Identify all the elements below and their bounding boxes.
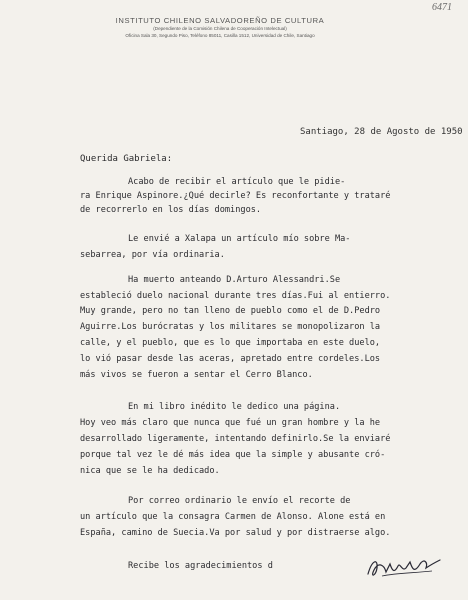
body-line: Ha muerto anteando D.Arturo Alessandri.Se — [128, 275, 341, 285]
letterhead-address: Oficina Sala 30, Segundo Piso, Teléfono 85011, Casilla 1512, Universidad de Chile, Santiago — [125, 33, 315, 38]
archive-number: 6471 — [432, 2, 452, 13]
body-line: desarrollado ligeramente, intentando definirlo.Se la enviaré — [80, 434, 391, 444]
body-line: España, camino de Suecia.Va por salud y por distraerse algo. — [80, 528, 391, 538]
body-line: un artículo que la consagra Carmen de Alonso. Alone está en — [80, 512, 386, 522]
letterhead-title: INSTITUTO CHILENO SALVADOREÑO DE CULTURA — [115, 16, 325, 25]
letter-date: Santiago, 28 de Agosto de 1950 — [300, 127, 463, 137]
closing-line: Recibe los agradecimientos d — [128, 561, 273, 571]
salutation: Querida Gabriela: — [80, 154, 173, 164]
letterhead-subtitle: (Dependiente de la Comisión Chilena de Cooperación Intelectual) — [153, 26, 287, 31]
body-line: Le envié a Xalapa un artículo mío sobre Ma- — [128, 234, 351, 244]
body-line: más vivos se fueron a sentar el Cerro Blanco. — [80, 370, 313, 380]
body-line: porque tal vez le dé más idea que la simple y abusante cró- — [80, 450, 386, 460]
body-line: Muy grande, pero no tan lleno de pueblo como el de D.Pedro — [80, 306, 381, 316]
body-line: estableció duelo nacional durante tres días.Fui al entierro. — [80, 291, 391, 301]
body-line: ra Enrique Aspinore.¿Qué decirle? Es reconfortante y trataré — [80, 191, 391, 201]
body-line: nica que se le ha dedicado. — [80, 466, 220, 476]
body-line: Por correo ordinario le envío el recorte de — [128, 496, 351, 506]
body-line: En mi libro inédito le dedico una página. — [128, 402, 341, 412]
body-line: Hoy veo más claro que nunca que fué un gran hombre y la he — [80, 418, 381, 428]
body-line: calle, y el pueblo, que es lo que importaba en este duelo, — [80, 338, 381, 348]
body-line: de recorrerlo en los días domingos. — [80, 205, 262, 215]
letterhead — [70, 16, 370, 39]
body-line: Aguirre.Los burócratas y los militares se monopolizaron la — [80, 322, 381, 332]
handwritten-signature-icon — [362, 554, 442, 582]
body-line: lo vió pasar desde las aceras, apretado entre cordeles.Los — [80, 354, 381, 364]
body-line: sebarrea, por vía ordinaria. — [80, 250, 225, 260]
body-line: Acabo de recibir el artículo que le pidie- — [128, 177, 346, 187]
